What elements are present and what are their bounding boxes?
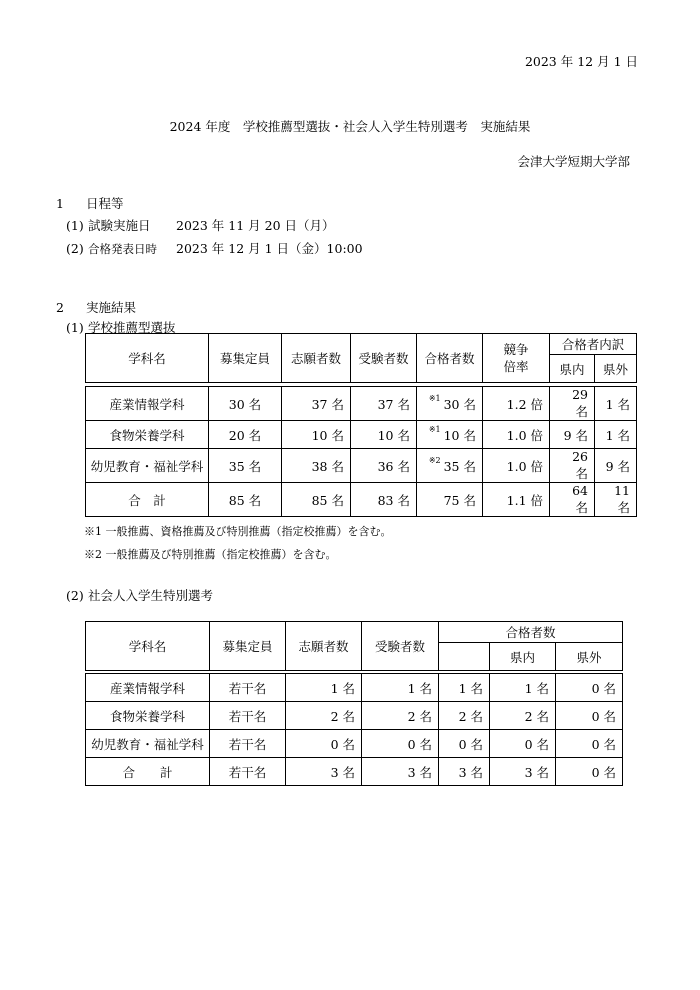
cell-applicants: 38 名 (282, 449, 351, 483)
cell-applicants: 37 名 (282, 387, 351, 421)
cell-ratio: 1.1 倍 (483, 483, 550, 517)
footnote-1: ※1 一般推薦、資格推薦及び特別推薦（指定校推薦）を含む。 (84, 525, 392, 538)
cell-in-pref: 2 名 (490, 702, 556, 730)
cell-capacity: 若干名 (210, 758, 286, 786)
cell-examinees: 1 名 (362, 674, 439, 702)
passed-value: 30 名 (443, 396, 476, 412)
cell-in-pref: 64 名 (550, 483, 595, 517)
schedule-label (66, 241, 176, 257)
cell-ratio: 1.0 倍 (483, 449, 550, 483)
schedule-exam-date (66, 216, 335, 234)
cell-ratio: 1.2 倍 (483, 387, 550, 421)
table-row (86, 674, 623, 702)
cell-applicants: 0 名 (286, 730, 362, 758)
subsection-title: 社会人入学生特別選考 (88, 588, 214, 603)
table-total-row (86, 483, 637, 517)
cell-passed: 75 名 (417, 483, 483, 517)
note-mark: ※1 (428, 393, 441, 403)
cell-dept: 産業情報学科 (86, 387, 209, 421)
header-examinees: 受験者数 (362, 622, 439, 671)
cell-passed: 2 名 (439, 702, 490, 730)
cell-examinees: 36 名 (351, 449, 417, 483)
cell-examinees: 2 名 (362, 702, 439, 730)
header-out-pref: 県外 (595, 355, 637, 383)
cell-dept: 幼児教育・福祉学科 (86, 449, 209, 483)
cell-capacity: 20 名 (209, 421, 282, 449)
document-date: 2023 年 12 月 1 日 (524, 54, 638, 69)
cell-applicants: 1 名 (286, 674, 362, 702)
table-row (86, 387, 637, 421)
schedule-label (66, 216, 176, 234)
header-ratio-line1: 競争 (503, 342, 529, 357)
cell-passed: 0 名 (439, 730, 490, 758)
cell-examinees: 10 名 (351, 421, 417, 449)
footnote-2: ※2 一般推薦及び特別推薦（指定校推薦）を含む。 (84, 548, 337, 561)
cell-dept: 合 計 (86, 758, 210, 786)
cell-applicants: 2 名 (286, 702, 362, 730)
cell-passed (417, 449, 483, 483)
header-breakdown: 合格者内訳 (550, 334, 637, 355)
table-row (86, 421, 637, 449)
section-number: 1 (56, 196, 64, 211)
cell-out-pref: 9 名 (595, 449, 637, 483)
cell-examinees: 3 名 (362, 758, 439, 786)
header-in-pref: 県内 (550, 355, 595, 383)
section-number: 2 (56, 300, 64, 315)
cell-applicants: 3 名 (286, 758, 362, 786)
cell-passed: 3 名 (439, 758, 490, 786)
cell-capacity: 35 名 (209, 449, 282, 483)
cell-ratio: 1.0 倍 (483, 421, 550, 449)
cell-out-pref: 0 名 (556, 758, 623, 786)
cell-capacity: 30 名 (209, 387, 282, 421)
cell-in-pref: 0 名 (490, 730, 556, 758)
table-header-row (86, 334, 637, 355)
table-row (86, 702, 623, 730)
header-applicants: 志願者数 (286, 622, 362, 671)
header-passed: 合格者数 (417, 334, 483, 383)
header-examinees: 受験者数 (351, 334, 417, 383)
schedule-value: 2023 年 12 月 1 日（金）10:00 (176, 241, 363, 256)
section-1-heading (56, 194, 124, 212)
cell-out-pref: 11 名 (595, 483, 637, 517)
cell-applicants: 85 名 (282, 483, 351, 517)
document-title: 2024 年度 学校推薦型選抜・社会人入学生特別選考 実施結果 (169, 119, 531, 134)
header-capacity: 募集定員 (210, 622, 286, 671)
cell-capacity: 若干名 (210, 730, 286, 758)
recommendation-results-table (85, 333, 637, 517)
header-blank (439, 643, 490, 671)
header-dept: 学科名 (86, 622, 210, 671)
subsection-paren: (2) (66, 588, 84, 603)
working-adult-results-table (85, 621, 623, 786)
cell-dept: 幼児教育・福祉学科 (86, 730, 210, 758)
subsection-2-heading (66, 586, 213, 604)
schedule-announcement (66, 239, 363, 257)
schedule-value: 2023 年 11 月 20 日（月） (176, 218, 335, 233)
header-applicants: 志願者数 (282, 334, 351, 383)
table-row (86, 449, 637, 483)
item-label: 合格発表日時 (88, 242, 157, 256)
cell-dept: 合 計 (86, 483, 209, 517)
table-total-row (86, 758, 623, 786)
passed-value: 10 名 (443, 427, 476, 443)
cell-examinees: 0 名 (362, 730, 439, 758)
subsection-title: 学校推薦型選抜 (88, 320, 176, 335)
table-header-row (86, 622, 623, 643)
header-in-pref: 県内 (490, 643, 556, 671)
note-mark: ※1 (428, 424, 441, 434)
cell-capacity: 85 名 (209, 483, 282, 517)
cell-capacity: 若干名 (210, 702, 286, 730)
cell-examinees: 37 名 (351, 387, 417, 421)
cell-passed (417, 421, 483, 449)
cell-in-pref: 3 名 (490, 758, 556, 786)
cell-dept: 産業情報学科 (86, 674, 210, 702)
cell-dept: 食物栄養学科 (86, 421, 209, 449)
cell-out-pref: 0 名 (556, 674, 623, 702)
cell-in-pref: 1 名 (490, 674, 556, 702)
cell-in-pref: 9 名 (550, 421, 595, 449)
header-ratio-line2: 倍率 (503, 359, 529, 374)
organization-name: 会津大学短期大学部 (517, 154, 630, 169)
cell-out-pref: 0 名 (556, 730, 623, 758)
cell-in-pref: 29 名 (550, 387, 595, 421)
note-mark: ※2 (428, 455, 441, 465)
cell-out-pref: 1 名 (595, 421, 637, 449)
cell-examinees: 83 名 (351, 483, 417, 517)
item-label: 試験実施日 (88, 218, 151, 233)
cell-dept: 食物栄養学科 (86, 702, 210, 730)
header-out-pref: 県外 (556, 643, 623, 671)
cell-in-pref: 26 名 (550, 449, 595, 483)
section-title: 実施結果 (86, 300, 137, 315)
cell-applicants: 10 名 (282, 421, 351, 449)
header-dept: 学科名 (86, 334, 209, 383)
cell-passed: 1 名 (439, 674, 490, 702)
cell-passed (417, 387, 483, 421)
header-passed: 合格者数 (439, 622, 623, 643)
subsection-paren: (1) (66, 320, 84, 335)
passed-value: 35 名 (443, 458, 476, 474)
item-paren: (1) (66, 218, 84, 233)
header-capacity: 募集定員 (209, 334, 282, 383)
section-2-heading (56, 298, 136, 316)
table-row (86, 730, 623, 758)
cell-capacity: 若干名 (210, 674, 286, 702)
header-ratio (483, 334, 550, 383)
cell-out-pref: 0 名 (556, 702, 623, 730)
section-title: 日程等 (86, 196, 124, 211)
cell-out-pref: 1 名 (595, 387, 637, 421)
item-paren: (2) (66, 241, 84, 256)
